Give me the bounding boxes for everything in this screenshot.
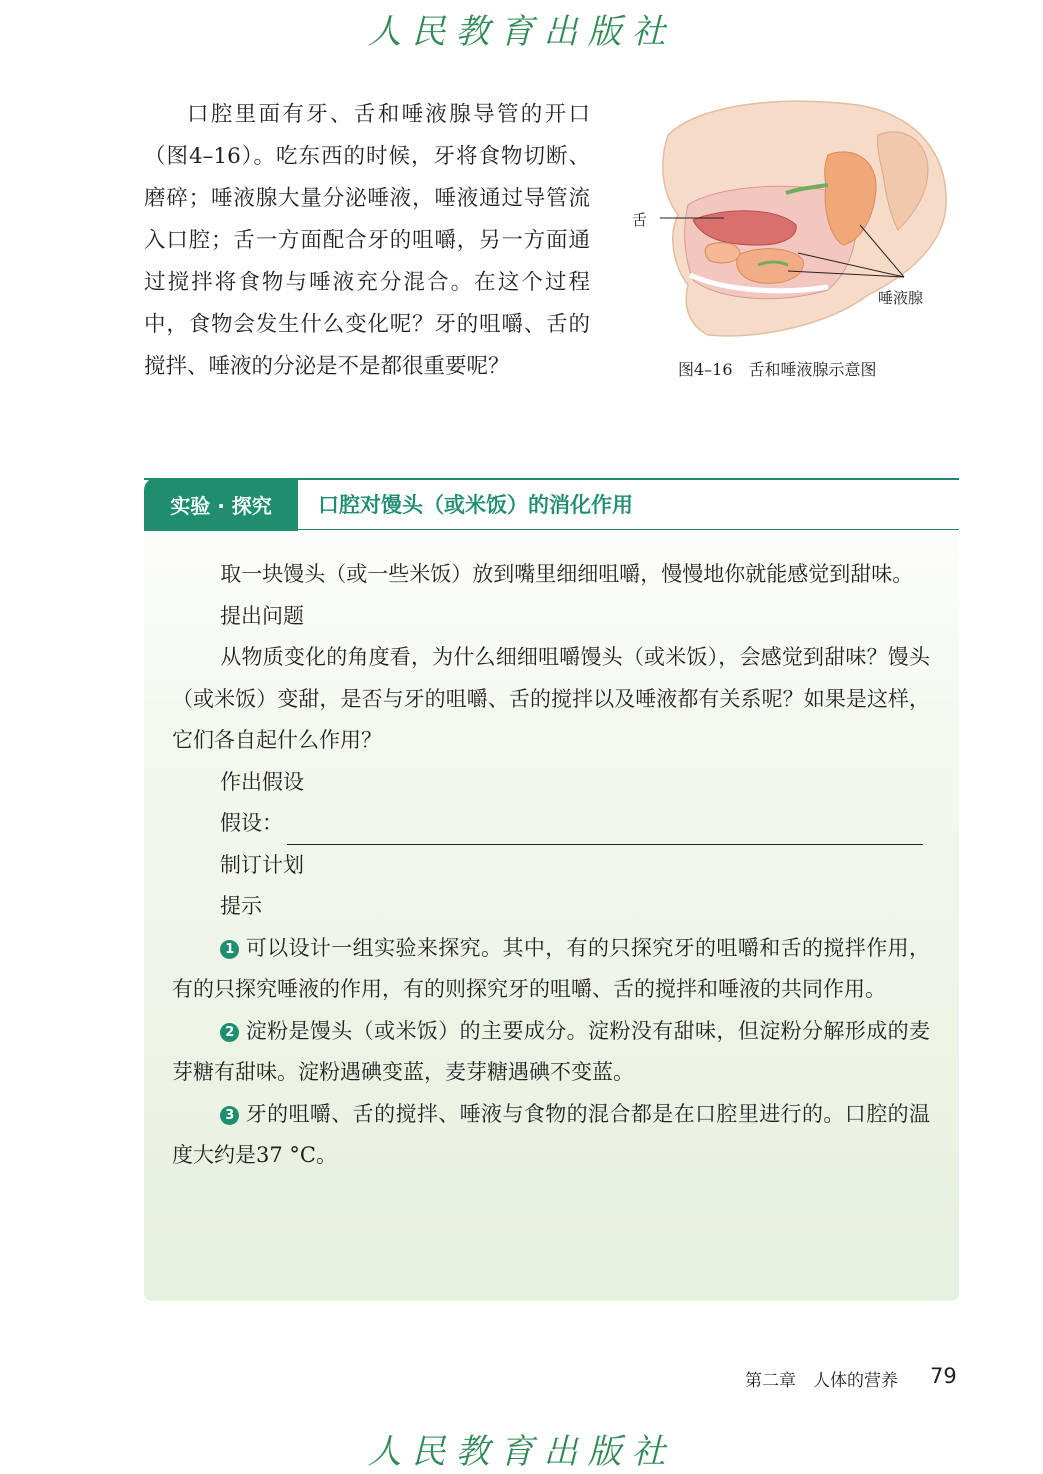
figure-caption: 图4–16 舌和唾液腺示意图 (678, 360, 877, 379)
tip-3-text: 牙的咀嚼、舌的搅拌、唾液与食物的混合都是在口腔里进行的。口腔的温度大约是37 °C。 (172, 1101, 930, 1167)
heading-ask-question: 提出问题 (220, 603, 304, 628)
tip-2 (172, 1011, 930, 1094)
experiment-title: 口腔对馒头（或米饭）的消化作用 (318, 493, 633, 517)
publisher-logo-top: 人民教育出版社 (367, 12, 676, 52)
label-tongue: 舌 (632, 211, 648, 229)
publisher-logo-bottom: 人民教育出版社 (367, 1432, 676, 1472)
tip-3 (172, 1094, 930, 1177)
experiment-intro: 取一块馒头（或一些米饭）放到嘴里细细咀嚼，慢慢地你就能感觉到甜味。 (220, 562, 914, 586)
tip-number-2-icon: 2 (220, 1023, 239, 1042)
tip-number-3-icon: 3 (220, 1106, 239, 1125)
footer-chapter: 第二章 人体的营养 (745, 1371, 898, 1391)
label-salivary-gland: 唾液腺 (878, 289, 924, 307)
figure-tongue-salivary-glands (628, 95, 958, 395)
tip-2-text: 淀粉是馒头（或米饭）的主要成分。淀粉没有甜味，但淀粉分解形成的麦芽糖有甜味。淀粉遇碘变蓝，麦芽糖遇碘不变蓝。 (172, 1018, 930, 1084)
hypothesis-row (172, 803, 930, 845)
experiment-header (144, 478, 959, 530)
submandibular-gland (737, 249, 804, 284)
sublingual-gland (705, 243, 740, 263)
hypothesis-blank-line (287, 816, 923, 845)
question-text: 从物质变化的角度看，为什么细细咀嚼馒头（或米饭），会感觉到甜味？馒头（或米饭）变甜，是否与牙的咀嚼、舌的搅拌以及唾液都有关系呢？如果是这样，它们各自起什么作用？ (172, 645, 930, 752)
hint-label: 提示 (220, 894, 262, 918)
heading-plan: 制订计划 (220, 852, 304, 877)
tip-1 (172, 928, 930, 1011)
intro-paragraph (144, 94, 590, 388)
tip-1-text: 可以设计一组实验来探究。其中，有的只探究牙的咀嚼和舌的搅拌作用，有的只探究唾液的作用，有的则探究牙的咀嚼、舌的搅拌和唾液的共同作用。 (172, 935, 930, 1001)
experiment-body (172, 554, 930, 1177)
heading-hypothesis: 作出假设 (220, 769, 304, 794)
experiment-tag: 实验 · 探究 (144, 478, 298, 531)
intro-text: 口腔里面有牙、舌和唾液腺导管的开口（图4–16）。吃东西的时候，牙将食物切断、磨碎；唾液腺大量分泌唾液，唾液通过导管流入口腔；舌一方面配合牙的咀嚼，另一方面通过搅拌将食物与唾液充分混合。在这个过程中，食物会发生什么变化呢？牙的咀嚼、舌的搅拌、唾液的分泌是不是都很重要呢？ (144, 102, 590, 379)
hypothesis-label: 假设： (220, 811, 283, 835)
tip-number-1-icon: 1 (220, 940, 239, 959)
page-number: 79 (930, 1364, 957, 1388)
